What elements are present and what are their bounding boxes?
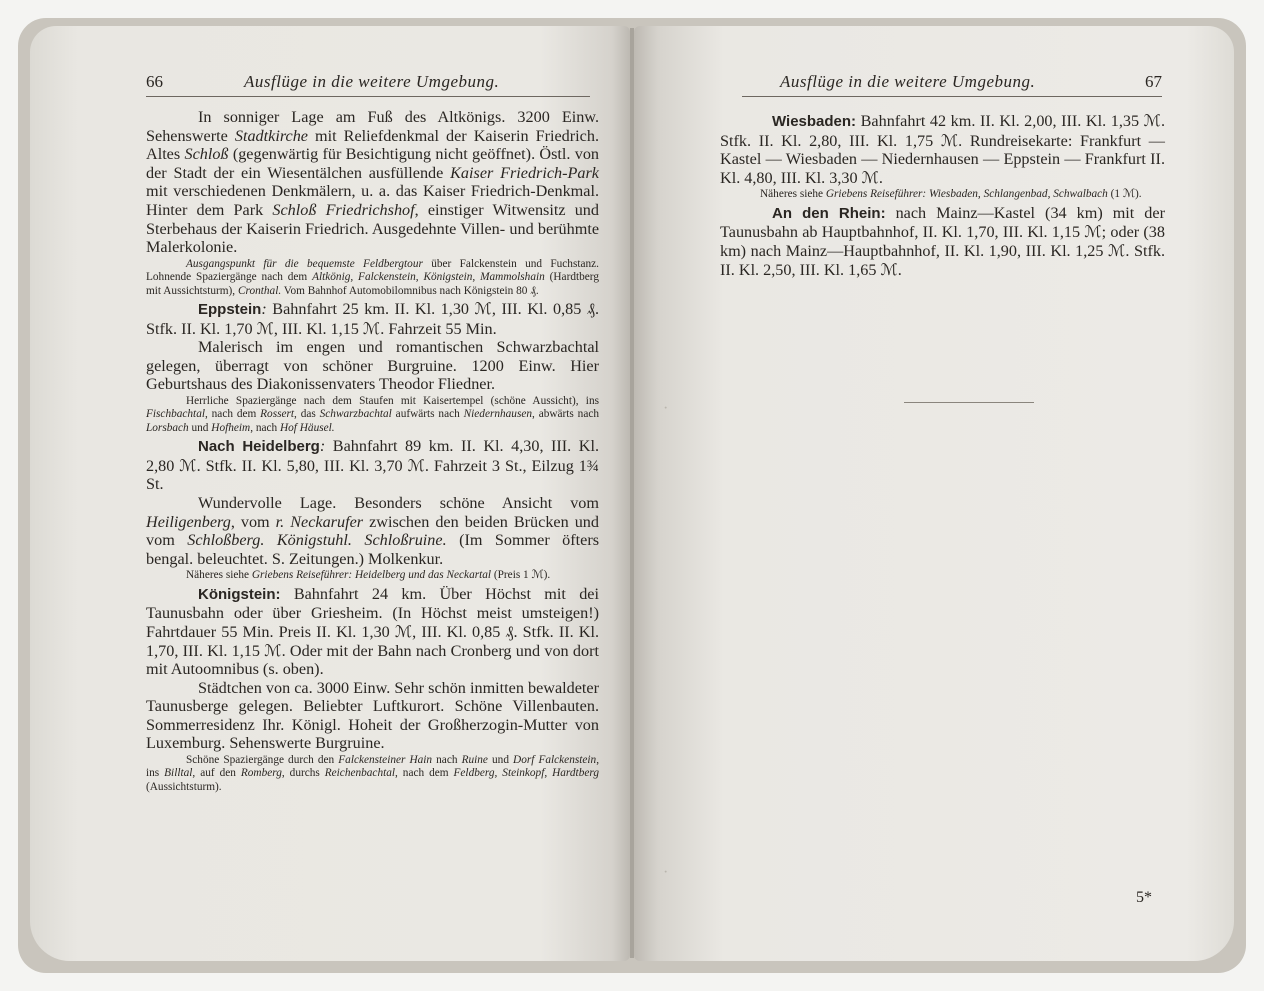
- note-paragraph: Schöne Spaziergänge durch den Falckensteiner Hain nach Ruine und Dorf Falckenstein, ins Billtal, auf den Romberg, durchs Reichenbachtal, nach dem Feldberg, Steinkopf, Hardtberg (Aussichtsturm).: [146, 754, 600, 793]
- left-page-header: [146, 72, 590, 97]
- page-number: 67: [1145, 72, 1162, 91]
- note-paragraph: Näheres siehe Griebens Reiseführer: Wiesbaden, Schlangenbad, Schwalbach (1 ℳ).: [760, 188, 1142, 201]
- note-paragraph: Herrliche Spaziergänge nach dem Staufen mit Kaisertempel (schöne Aussicht), ins Fischbachtal, nach dem Rossert, das Schwarzbachtal aufwärts nach Niedernhausen, abwärts nach Lorsbach und Hofheim, nach Hof Häusel.: [146, 394, 599, 434]
- body-paragraph: Städtchen von ca. 3000 Einw. Sehr schön inmitten bewaldeter Taunusberge gelegen. Beliebter Luftkurort. Schöne Villenbauten. Sommerresidenz Ihr. Königl. Hoheit der Großherzogin-Mutter von Luxemburg. Sehenswerte Burgruine.: [146, 678, 599, 753]
- body-paragraph: Wundervolle Lage. Besonders schöne Ansicht vom Heiligenberg, vom r. Neckarufer zwischen den beiden Brücken und vom Schloßberg. Königstuhl. Schloßruine. (Im Sommer öfters bengal. beleuchtet. S. Zeitungen.) Molkenkur.: [146, 493, 600, 568]
- note-paragraph: Näheres siehe Griebens Reiseführer: Heidelberg und das Neckartal (Preis 1 ℳ).: [186, 569, 551, 582]
- running-title: Ausflüge in die weitere Umgebung.: [244, 72, 500, 91]
- entry-paragraph: Königstein: Bahnfahrt 24 km. Über Höchst mit dei Taunusbahn oder über Griesheim. (In Höchst meist umsteigen!) Fahrtdauer 55 Min. Preis II. Kl. 1,30 ℳ, III. Kl. 0,85 ₰. Stfk. II. Kl. 1,70, III. Kl. 1,15 ℳ. Oder mit der Bahn nach Cronberg und von dort mit Autoomnibus (s. oben).: [146, 584, 599, 679]
- entry-paragraph: Eppstein: Bahnfahrt 25 km. II. Kl. 1,30 ℳ, III. Kl. 0,85 ₰. Stfk. II. Kl. 1,70 ℳ, III. Kl. 1,15 ℳ. Fahrzeit 55 Min.: [146, 299, 599, 338]
- section-divider: [904, 402, 1034, 403]
- entry-paragraph: Wiesbaden: Bahnfahrt 42 km. II. Kl. 2,00, III. Kl. 1,35 ℳ. Stfk. II. Kl. 2,80, III. Kl. 1,75 ℳ. Rundreisekarte: Frankfurt — Kastel — Wiesbaden — Niedernhausen — Eppstein — Frankfurt II. Kl. 4,80, III. Kl. 3,30 ℳ.: [720, 112, 1165, 187]
- body-paragraph: Malerisch im engen und romantischen Schwarzbachtal gelegen, überragt von schöner Burgruine. 1200 Einw. Hier Geburtshaus des Diakonissenvaters Theodor Fliedner.: [146, 338, 599, 394]
- open-book: [18, 18, 1246, 973]
- left-page: [30, 26, 630, 961]
- body-paragraph: In sonniger Lage am Fuß des Altkönigs. 3200 Einw. Sehenswerte Stadtkirche mit Reliefdenkmal der Kaiserin Friedrich. Altes Schloß (gegenwärtig für Besichtigung nicht geöffnet). Östl. von der Stadt der ein Wiesentälchen ausfüllende Kaiser Friedrich-Park mit verschiedenen Denkmälern, u. a. das Kaiser Friedrich-Denkmal. Hinter dem Park Schloß Friedrichshof, einstiger Witwensitz und Sterbehaus der Kaiserin Friedrich. Ausgedehnte Villen- und berühmte Malerkolonie.: [146, 108, 600, 257]
- binding-hole: ·: [663, 400, 669, 417]
- left-page-text: [146, 108, 599, 796]
- signature-mark: 5*: [1136, 889, 1152, 906]
- note-paragraph: Ausgangspunkt für die bequemste Feldbergtour über Falckenstein und Fuchstanz. Lohnende Spaziergänge nach dem Altkönig, Falckenstein, Königstein, Mammolshain (Hardtberg mit Aussichtsturm), Cronthal. Vom Bahnhof Automobilomnibus nach Königstein 80 ₰.: [146, 257, 599, 297]
- page-number: 66: [146, 72, 163, 91]
- right-page-header: [742, 72, 1162, 97]
- right-page: [634, 26, 1234, 961]
- right-page-text: [720, 110, 1165, 279]
- entry-paragraph: Nach Heidelberg: Bahnfahrt 89 km. II. Kl. 4,30, III. Kl. 2,80 ℳ. Stfk. II. Kl. 5,80, III. Kl. 3,70 ℳ. Fahrzeit 3 St., Eilzug 1¾ St.: [146, 437, 599, 494]
- binding-hole: ·: [663, 864, 669, 881]
- entry-paragraph: An den Rhein: nach Mainz—Kastel (34 km) mit der Taunusbahn ab Hauptbahnhof, II. Kl. 1,70, III. Kl. 1,15 ℳ; oder (38 km) nach Mainz—Hauptbahnhof, II. Kl. 1,90, III. Kl. 1,25 ℳ. Stfk. II. Kl. 2,50, III. Kl. 1,65 ℳ.: [720, 203, 1165, 279]
- running-title: Ausflüge in die weitere Umgebung.: [780, 72, 1036, 91]
